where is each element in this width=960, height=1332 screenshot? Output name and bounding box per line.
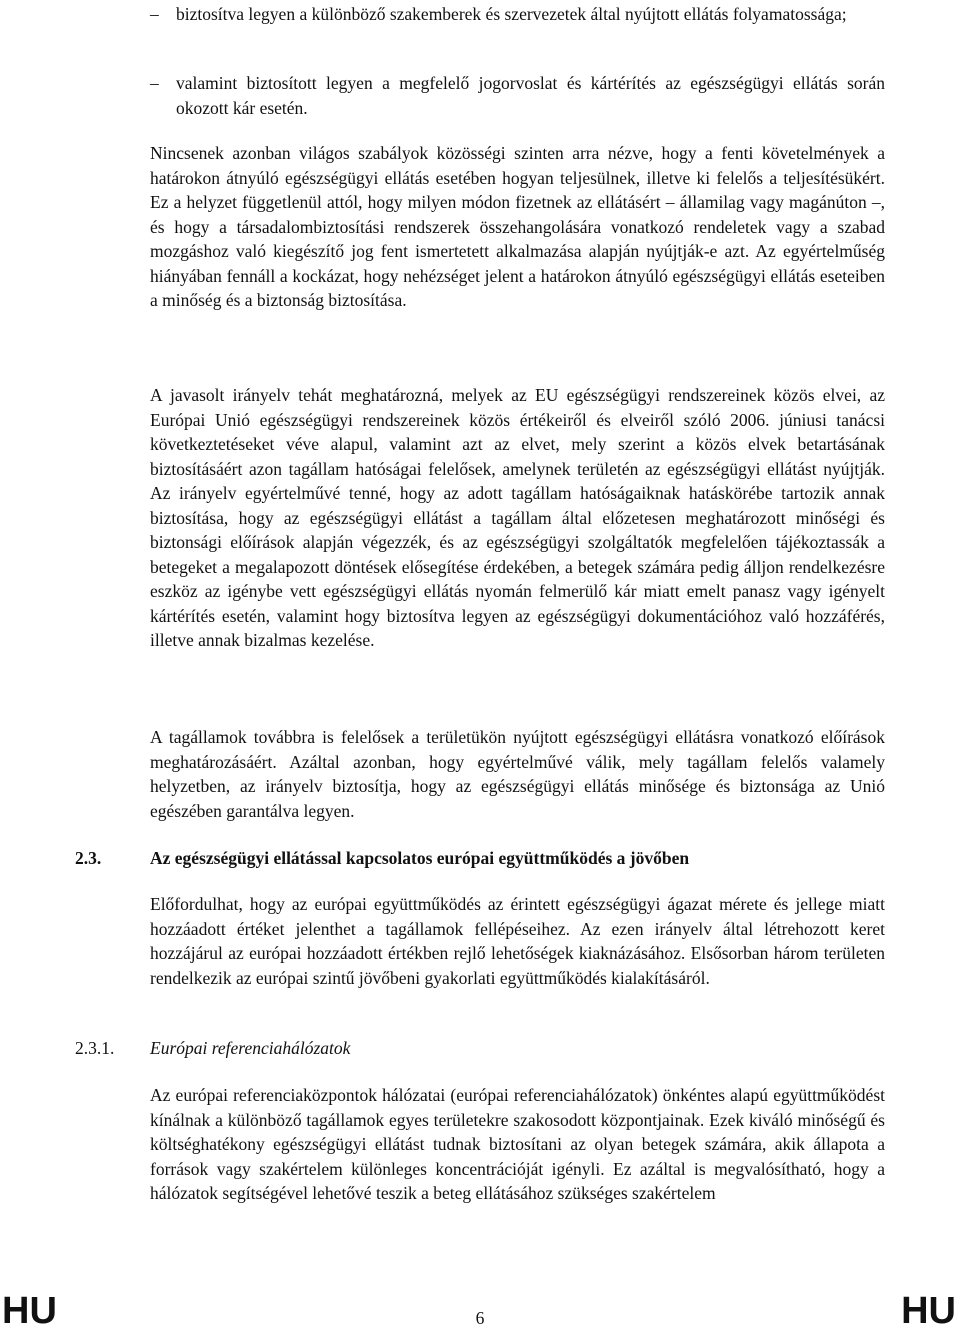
bullet-item xyxy=(150,71,885,120)
subsection-number: 2.3.1. xyxy=(75,1038,115,1058)
bullet-dash: – xyxy=(150,4,159,24)
paragraph: A tagállamok továbbra is felelősek a területükön nyújtott egészségügyi ellátásra vonatkozó előírások meghatározásáért. Azáltal azonban, hogy egyértelművé válik, mely tagállam felelős valamely helyzetben, az irányelv biztosítja, hogy az egészségügyi ellátás minősége és biztonsága az Unió egészében garantálva legyen. xyxy=(150,727,885,821)
page-number: 6 xyxy=(475,1308,485,1328)
subsection-title: Európai referenciahálózatok xyxy=(150,1038,351,1058)
bullet-text: biztosítva legyen a különböző szakemberek és szervezetek által nyújtott ellátás folyamatossága; xyxy=(176,4,847,24)
footer-language-left: HU xyxy=(2,1290,57,1332)
paragraph: Nincsenek azonban világos szabályok közösségi szinten arra nézve, hogy a fenti követelmények a határokon átnyúló egészségügyi ellátás esetében hogyan teljesülnek, illetve ki felelős a teljesítésükért. Ez a helyzet függetlenül attól, hogy milyen módon fizetnek az ellátásért – államilag vagy magánúton –, és hogy a társadalombiztosítási rendszerek összehangolására vonatkozó rendeletek vagy a szabad mozgáshoz való kiegészítő jog fent ismertetett alkalmazása alapján nyújtják-e azt. Az egyértelműség hiányában fennáll a kockázat, hogy nehézséget jelent a határokon átnyúló egészségügyi ellátás eseteiben a minőség és a biztonság biztosítása. xyxy=(150,143,885,310)
section-number: 2.3. xyxy=(75,848,102,868)
paragraph: A javasolt irányelv tehát meghatározná, melyek az EU egészségügyi rendszereinek közös elvei, az Európai Unió egészségügyi rendszereinek közös értékeiről és elveiről szóló 2006. júniusi tanácsi következtetéseket véve alapul, valamint azt az elvet, mely szerint a közös elvek betartásának biztosításáért azon tagállam hatóságai felelősek, amelynek területén az egészségügyi ellátást nyújtják. Az irányelv egyértelművé tenné, hogy az adott tagállam hatóságaiknak hatáskörébe tartozik annak biztosítása, hogy az egészségügyi ellátást a tagállam által előzetesen meghatározott minőségi és biztonsági előírások alapján végezzék, és az egészségügyi szolgáltatók megfelelően tájékoztassák a betegeket a megalapozott döntések elősegítése érdekében, a betegek számára pedig álljon rendelkezésre eszköz az igénybe vett egészségügyi ellátás nyomán felmerülő kár miatt emelt panasz vagy igényelt kártérítés esetén, valamint hogy biztosítva legyen az egészségügyi dokumentációhoz való hozzáférés, illetve annak bizalmas kezelése. xyxy=(150,385,885,650)
bullet-item xyxy=(150,2,885,27)
paragraph: Előfordulhat, hogy az európai együttműködés az érintett egészségügyi ágazat mérete és jellege miatt hozzáadott értéket jelenthet a tagállamok fellépéseihez. Az ezen irányelv által létrehozott keret hozzájárul az európai hozzáadott értékben rejlő lehetőségek kiaknázásához. Elsősorban három területen rendelkezik az európai szintű jövőbeni gyakorlati együttműködés kialakításáról. xyxy=(150,894,885,988)
paragraph: Az európai referenciaközpontok hálózatai (európai referenciahálózatok) önkéntes alapú együttműködést kínálnak a különböző tagállamok egyes területekre szakosodott központjainak. Ezek kiváló minőségű és költséghatékony egészségügyi ellátást tudnak biztosítani az olyan betegek számára, akik állapota a források vagy szakértelem különleges koncentrációját igényli. Ez azáltal is megvalósítható, hogy a hálózatok segítségével lehetővé teszik a beteg ellátásához szükséges szakértelem xyxy=(150,1085,885,1203)
section-title: Az egészségügyi ellátással kapcsolatos európai együttműködés a jövőben xyxy=(150,848,690,868)
bullet-dash: – xyxy=(150,73,159,93)
bullet-text: valamint biztosított legyen a megfelelő jogorvoslat és kártérítés az egészségügyi ellátás során okozott kár esetén. xyxy=(176,73,885,118)
footer-language-right: HU xyxy=(901,1290,956,1332)
